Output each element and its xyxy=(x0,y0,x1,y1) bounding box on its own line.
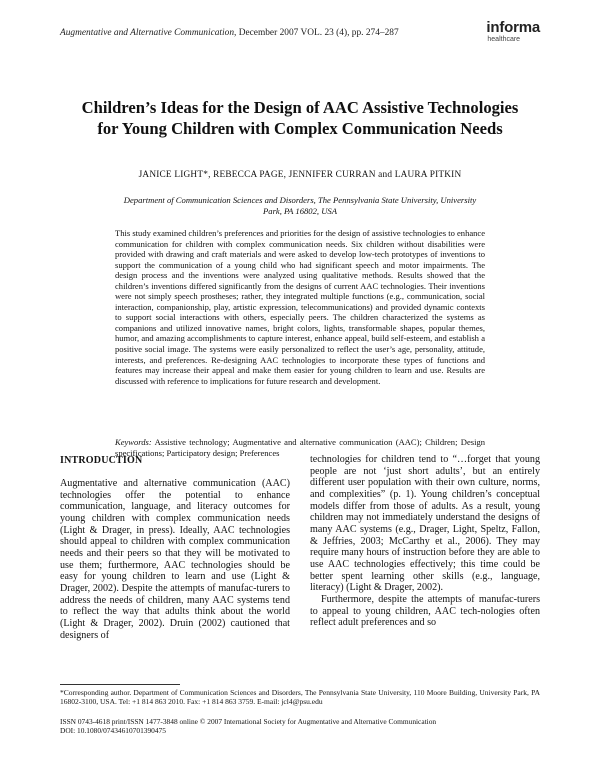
author-list: JANICE LIGHT*, REBECCA PAGE, JENNIFER CURRAN and LAURA PITKIN xyxy=(138,170,462,180)
publisher-logo-subtitle: healthcare xyxy=(487,36,521,43)
publisher-logo-text: informa xyxy=(486,19,540,36)
body-paragraph: technologies for children tend to “…forget that young people are not ‘just short adults’, but an entirely different user population with their own culture, norms, and complexities” (p. 1). Young children’s conceptual models differ from those of adults. As a result, young children may not immediately understand the designs of many AAC systems (e.g., Drager, Light, Speltz, Fallon, & Jeffries, 2003; McCarthy et al., 2006). They may require many hours of instruction before they are able to use AAC technologies effectively; this time could be better spent learning other skills (e.g., language, literacy) (Light & Drager, 2002). xyxy=(310,454,540,594)
publisher-logo xyxy=(486,20,540,44)
running-head xyxy=(60,28,399,38)
abstract: This study examined children’s preferences and priorities for the design of assistive technologies to enhance communication for children with complex communication needs. Six children without disabilities were provided with drawing and craft materials and were asked to develop low-tech prototypes of inventions to support the communication of a young child who had significant speech and motor impairments. The design process and the inventions were analyzed using qualitative methods. Results showed that the children’s inventions differed significantly from the designs of current AAC technologies. Their inventions were not simply speech prostheses; rather, they integrated multiple functions (e.g., communication, social interaction, companionship, play, artistic expression, telecommunications) and provided dynamic contexts to support social interactions with others, especially peers. The children characterized the systems as companions and utilized innovative names, bright colors, lights, transformable shapes, popular themes, humor, and amazing accomplishments to capture interest, enhance appeal, build self-esteem, and establish a positive social image. The systems were easily personalized to reflect the user’s age, personality, attitude, interests, and preferences. Re-designing AAC technologies to incorporate these types of functions and features may increase their appeal and make them easier for young children to learn and use. Results are discussed with reference to implications for future research and development. xyxy=(115,228,485,386)
doi-line: DOI: 10.1080/07434610701390475 xyxy=(60,726,166,736)
keywords-label: Keywords: xyxy=(115,437,152,447)
section-heading-introduction: INTRODUCTION xyxy=(60,455,143,466)
article-title: Children’s Ideas for the Design of AAC Assistive Technologies for Young Children with Complex Communication Needs xyxy=(81,98,519,138)
corresponding-author-footnote: *Corresponding author. Department of Communication Sciences and Disorders, The Pennsylvania State University, 110 Moore Building, University Park, PA 16802-3100, USA. Tel: +1 814 863 2010. Fax: +1 814 863 3759. E-mail: jcl4@psu.edu xyxy=(60,688,540,707)
journal-citation: December 2007 VOL. 23 (4), pp. 274–287 xyxy=(236,28,399,38)
issn-block xyxy=(60,717,540,736)
footnote-divider xyxy=(60,684,180,685)
body-paragraph: Augmentative and alternative communication (AAC) technologies offer the potential to enhance communication, language, and literacy outcomes for young children with complex communication needs (Light & Drager, in press). Ideally, AAC technologies should appeal to children with complex communication needs and their peers so that they will be motivated to use them; furthermore, AAC technologies should be easy for young children to learn and use (Light & Drager, 2002). Despite the attempts of manufac-turers to address the needs of children, many AAC systems tend to reflect the way that adults think about the world (Light & Drager, 2002). Druin (2002) cautioned that designers of xyxy=(60,478,290,641)
body-paragraph: Furthermore, despite the attempts of manufac-turers to appeal to young children, AAC tech-nologies often reflect adult preferences and so xyxy=(310,593,540,629)
keywords-list: Assistive technology; Augmentative and alternative communication (AAC); Children; Design specifications; Participatory design; Preferences xyxy=(115,437,485,458)
journal-name: Augmentative and Alternative Communication, xyxy=(60,28,237,38)
body-column-right xyxy=(310,454,540,629)
issn-line: ISSN 0743-4618 print/ISSN 1477-3848 online © 2007 International Society for Augmentative and Alternative Communication xyxy=(60,717,437,726)
author-affiliation: Department of Communication Sciences and Disorders, The Pennsylvania State University, University Park, PA 16802, USA xyxy=(123,195,477,216)
body-column-left xyxy=(60,478,290,641)
